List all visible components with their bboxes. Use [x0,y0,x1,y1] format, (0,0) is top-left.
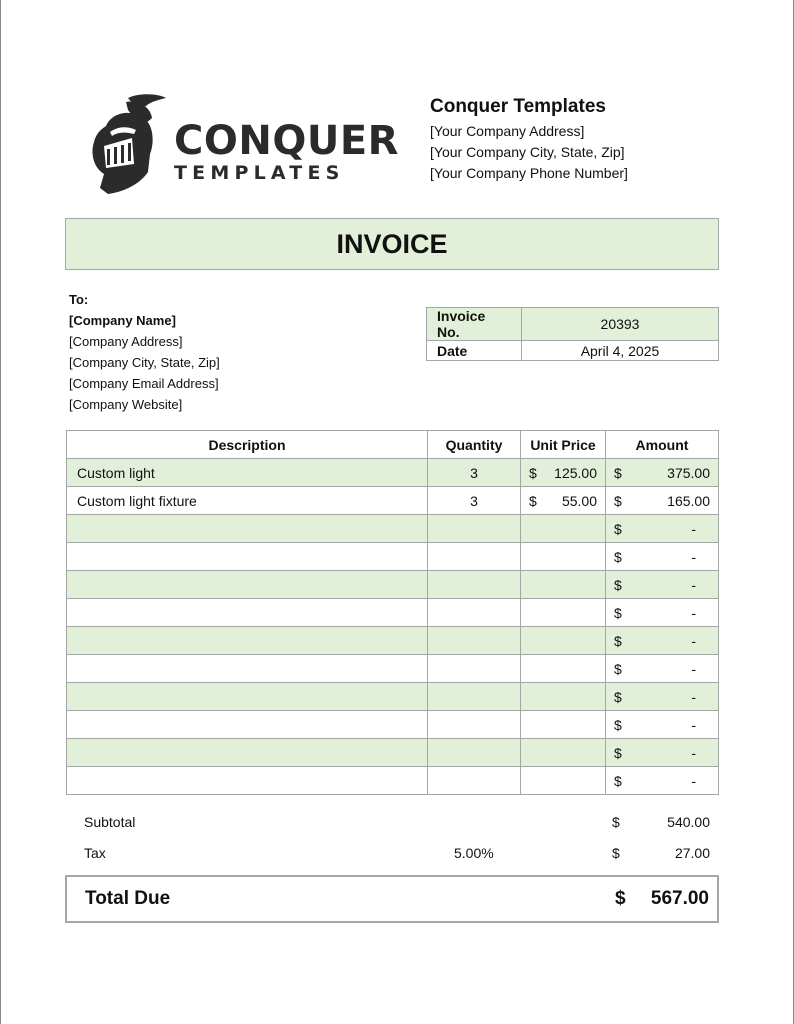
row-amount [606,571,719,599]
row-amount-currency: $ [614,660,622,677]
row-amount [606,655,719,683]
row-description[interactable] [67,543,428,571]
row-unit-price[interactable] [521,683,606,711]
row-unit-price[interactable] [521,515,606,543]
table-row [67,767,719,795]
bill-to-website[interactable]: [Company Website] [69,397,183,412]
total-due-currency: $ [615,888,626,909]
company-address: [Your Company Address] [430,123,585,139]
row-description[interactable] [67,711,428,739]
header-description: Description [67,431,428,459]
line-items-body [67,459,719,795]
logo-text-secondary: TEMPLATES [174,162,345,184]
table-row [67,711,719,739]
row-description[interactable]: Custom light fixture [67,487,428,515]
row-amount-value: - [691,576,696,593]
row-description[interactable] [67,739,428,767]
company-phone: [Your Company Phone Number] [430,165,628,181]
tax-value: 27.00 [674,845,710,861]
row-unit-value: 125.00 [554,464,597,481]
table-row [67,487,719,515]
bill-to-label: To: [69,292,89,307]
page-edge-left [0,0,1,1024]
tax-currency: $ [612,845,620,861]
row-description[interactable] [67,683,428,711]
company-logo [88,92,399,198]
row-unit-price[interactable] [521,543,606,571]
invoice-meta-table [426,307,719,361]
row-description[interactable]: Custom light [67,459,428,487]
row-amount-value: - [691,772,696,789]
row-amount-value: - [691,688,696,705]
row-unit-price[interactable] [521,767,606,795]
row-unit-price[interactable] [521,711,606,739]
row-amount [606,543,719,571]
table-row [67,459,719,487]
row-amount-value: 165.00 [667,492,710,509]
knight-helmet-icon [88,92,166,198]
table-row [67,683,719,711]
row-amount-value: - [691,548,696,565]
line-items-header [67,431,719,459]
row-description[interactable] [67,515,428,543]
row-amount-value: - [691,632,696,649]
row-quantity[interactable] [428,571,521,599]
row-amount-currency: $ [614,688,622,705]
row-unit-price[interactable] [521,627,606,655]
row-amount-value: - [691,604,696,621]
row-quantity[interactable] [428,599,521,627]
table-row [67,571,719,599]
row-amount [606,459,719,487]
row-quantity[interactable] [428,683,521,711]
invoice-number-row [427,308,719,341]
subtotal-label: Subtotal [84,814,136,830]
row-amount-value: - [691,660,696,677]
invoice-date-label: Date [427,341,522,361]
row-amount-currency: $ [614,716,622,733]
tax-rate[interactable]: 5.00% [454,845,494,861]
row-amount [606,487,719,515]
row-unit-price[interactable] [521,655,606,683]
invoice-number-value[interactable]: 20393 [522,308,719,341]
bill-to-block [69,289,220,415]
row-amount [606,683,719,711]
row-description[interactable] [67,655,428,683]
header-amount: Amount [606,431,719,459]
row-amount-currency: $ [614,772,622,789]
invoice-title: INVOICE [336,228,448,259]
invoice-date-row [427,341,719,361]
row-unit-price[interactable] [521,599,606,627]
header-unit-price: Unit Price [521,431,606,459]
row-amount-currency: $ [614,744,622,761]
row-amount-currency: $ [614,464,622,481]
total-due-value: 567.00 [650,888,709,909]
company-name: Conquer Templates [430,96,606,117]
invoice-date-value[interactable]: April 4, 2025 [522,341,719,361]
subtotal-currency: $ [612,814,620,830]
row-amount [606,515,719,543]
row-description[interactable] [67,571,428,599]
row-amount-value: - [691,716,696,733]
total-due-label: Total Due [85,888,171,909]
company-city: [Your Company City, State, Zip] [430,144,625,160]
table-row [67,627,719,655]
row-unit-price[interactable] [521,487,606,515]
bill-to-city[interactable]: [Company City, State, Zip] [69,355,220,370]
table-row [67,655,719,683]
invoice-number-label: Invoice No. [427,308,522,341]
row-quantity[interactable]: 3 [428,487,521,515]
row-description[interactable] [67,627,428,655]
row-quantity[interactable] [428,655,521,683]
row-unit-currency: $ [529,492,537,509]
row-amount-value: - [691,744,696,761]
table-row [67,739,719,767]
table-row [67,599,719,627]
row-amount-currency: $ [614,520,622,537]
row-description[interactable] [67,599,428,627]
bill-to-email[interactable]: [Company Email Address] [69,376,219,391]
row-amount [606,767,719,795]
row-quantity[interactable]: 3 [428,459,521,487]
row-amount-currency: $ [614,492,622,509]
row-amount-currency: $ [614,632,622,649]
row-amount [606,711,719,739]
row-amount-value: - [691,520,696,537]
row-amount [606,599,719,627]
row-quantity[interactable] [428,739,521,767]
row-amount-currency: $ [614,604,622,621]
row-unit-currency: $ [529,464,537,481]
row-amount-value: 375.00 [667,464,710,481]
line-items-table [66,430,719,795]
row-unit-price[interactable] [521,571,606,599]
row-quantity[interactable] [428,515,521,543]
row-unit-price[interactable] [521,739,606,767]
bill-to-name[interactable]: [Company Name] [69,313,176,328]
row-quantity[interactable] [428,627,521,655]
bill-to-address[interactable]: [Company Address] [69,334,183,349]
row-quantity[interactable] [428,767,521,795]
subtotal-value: 540.00 [667,814,710,830]
invoice-title-banner [65,218,719,270]
row-quantity[interactable] [428,543,521,571]
header-quantity: Quantity [428,431,521,459]
row-amount-currency: $ [614,576,622,593]
row-amount [606,739,719,767]
total-due-box [65,875,719,923]
row-quantity[interactable] [428,711,521,739]
row-description[interactable] [67,767,428,795]
row-amount [606,627,719,655]
company-info [430,96,628,184]
table-row [67,515,719,543]
row-unit-price[interactable] [521,459,606,487]
row-unit-value: 55.00 [561,492,597,509]
row-amount-currency: $ [614,548,622,565]
tax-label: Tax [84,845,106,861]
logo-text-primary: CONQUER [174,118,399,164]
table-row [67,543,719,571]
